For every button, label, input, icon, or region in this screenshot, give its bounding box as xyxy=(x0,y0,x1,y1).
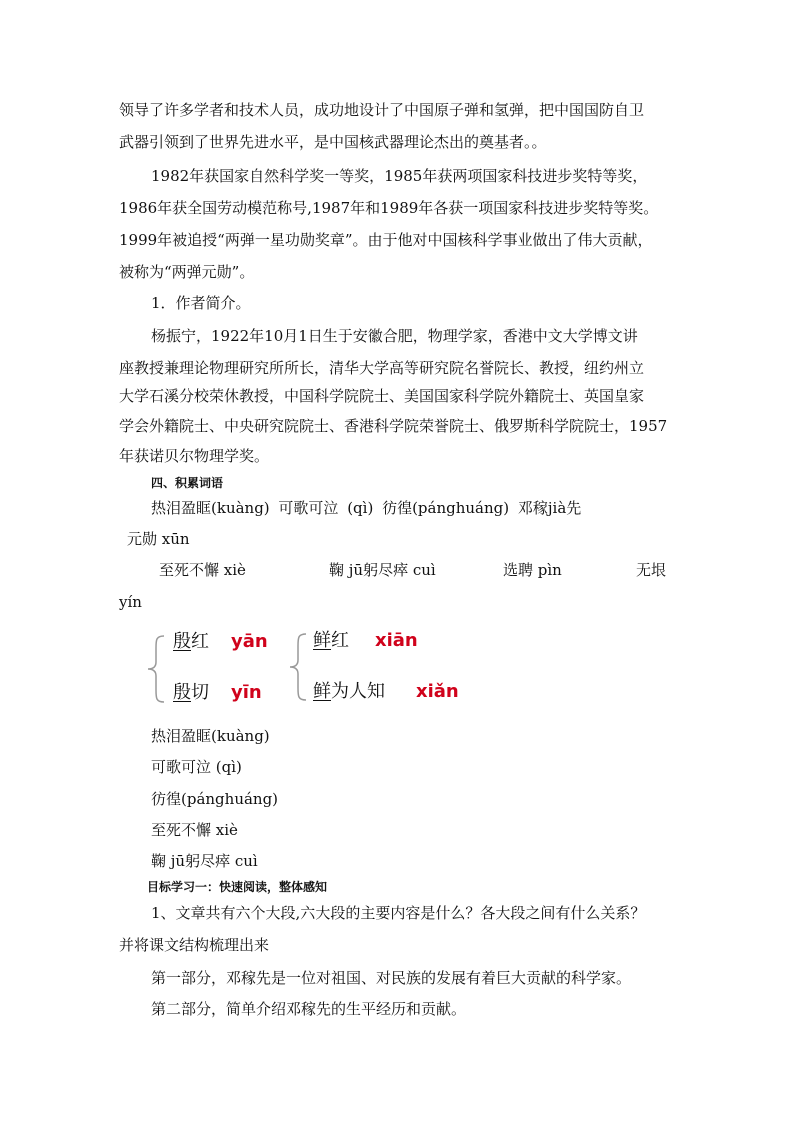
paragraph-line: 大学石溪分校荣休教授，中国科学院院士、美国国家科学院外籍院士、英国皇家 xyxy=(119,387,645,405)
answer-line: 第一部分，邓稼先是一位对祖国、对民族的发展有着巨大贡献的科学家。 xyxy=(151,969,632,987)
polyphone-rest: 切 xyxy=(191,682,209,703)
polyphone-rest: 为人知 xyxy=(331,681,385,702)
author-intro-heading: 1．作者简介。 xyxy=(151,294,251,312)
paragraph-line: 武器引领到了世界先进水平，是中国核武器理论杰出的奠基者。。 xyxy=(119,133,547,151)
vocab-item: 选聘 pìn xyxy=(503,561,562,579)
polyphone-rest: 红 xyxy=(191,631,209,652)
polyphone-char: 鲜 xyxy=(313,681,331,702)
polyphone-rest: 红 xyxy=(331,630,349,651)
polyphone-pinyin: xiǎn xyxy=(416,681,459,702)
polyphone-word xyxy=(173,681,209,705)
vocab-row: 元勋 xūn xyxy=(127,530,190,548)
vocab-row: 热泪盈眶(kuàng) 可歌可泣 (qì) 彷徨(pánghuáng) 邓稼jià先 xyxy=(151,499,582,517)
vocab-list-item: 可歌可泣 (qì) xyxy=(151,758,242,776)
polyphone-char: 鲜 xyxy=(313,630,331,651)
paragraph-line: 杨振宁，1922年10月1日生于安徽合肥，物理学家，香港中文大学博文讲 xyxy=(151,327,638,345)
paragraph-line: 被称为“两弹元勋”。 xyxy=(119,263,255,281)
polyphone-pinyin: yīn xyxy=(231,682,262,703)
vocab-item: 鞠 jū躬尽瘁 cuì xyxy=(329,561,436,579)
answer-line: 第二部分，简单介绍邓稼先的生平经历和贡献。 xyxy=(151,1000,467,1018)
paragraph-line: 年获诺贝尔物理学奖。 xyxy=(119,447,270,465)
vocab-list-item: 彷徨(pánghuáng) xyxy=(151,790,279,808)
left-brace-icon xyxy=(146,634,168,704)
polyphone-char: 殷 xyxy=(173,631,191,652)
vocab-item: 无垠 xyxy=(636,561,667,579)
vocab-item: 至死不懈 xiè xyxy=(159,561,246,579)
goal-heading: 目标学习一：快速阅读，整体感知 xyxy=(147,880,328,894)
paragraph-line: 领导了许多学者和技术人员，成功地设计了中国原子弹和氢弹，把中国国防自卫 xyxy=(119,101,645,119)
polyphone-word xyxy=(173,630,209,654)
vocab-list-item: 至死不懈 xiè xyxy=(151,821,238,839)
section-heading: 四、积累词语 xyxy=(151,476,224,490)
right-brace-icon xyxy=(288,632,310,702)
question-line: 并将课文结构梳理出来 xyxy=(119,936,270,954)
vocab-list-item: 热泪盈眶(kuàng) xyxy=(151,727,270,745)
polyphone-word xyxy=(313,629,349,653)
vocab-list-item: 鞠 jū躬尽瘁 cuì xyxy=(151,852,258,870)
polyphone-pinyin: xiān xyxy=(375,630,418,651)
paragraph-line: 1982年获国家自然科学奖一等奖，1985年获两项国家科技进步奖特等奖， xyxy=(151,167,648,185)
polyphone-word xyxy=(313,680,385,704)
paragraph-line: 1986年获全国劳动模范称号,1987年和1989年各获一项国家科技进步奖特等奖。 xyxy=(119,199,659,217)
paragraph-line: 1999年被追授“两弹一星功勋奖章”。由于他对中国核科学事业做出了伟大贡献， xyxy=(119,231,653,249)
paragraph-line: 学会外籍院士、中央研究院院士、香港科学院荣誉院士、俄罗斯科学院院士，1957 xyxy=(119,417,668,435)
vocab-item: yín xyxy=(119,593,142,611)
question-line: 1、文章共有六个大段,六大段的主要内容是什么？各大段之间有什么关系？ xyxy=(151,904,646,922)
paragraph-line: 座教授兼理论物理研究所所长，清华大学高等研究院名誉院长、教授，纽约州立 xyxy=(119,359,645,377)
polyphone-char: 殷 xyxy=(173,682,191,703)
polyphone-pinyin: yān xyxy=(231,631,268,652)
